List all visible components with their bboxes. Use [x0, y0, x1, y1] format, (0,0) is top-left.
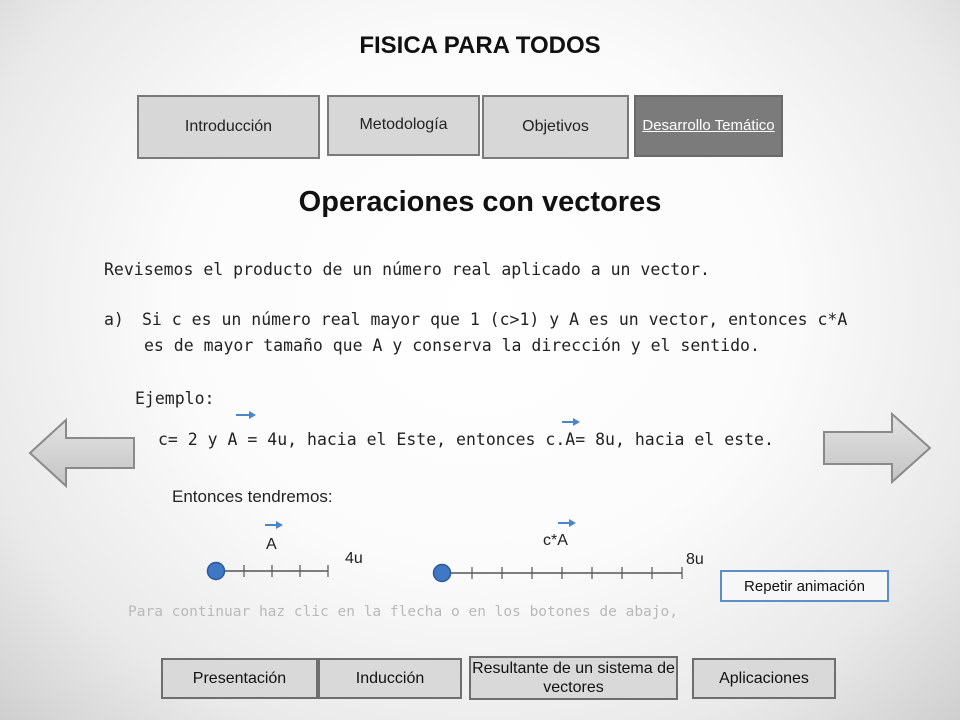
bottom-resultante-button[interactable]: Resultante de un sistema de vectores [469, 656, 678, 700]
vector-a-arrow-icon [236, 414, 250, 416]
vector-a-diagram [200, 555, 340, 589]
diagram-a-arrow-icon [265, 524, 277, 526]
diagram-ca-arrow-icon [558, 522, 570, 524]
item-a-line2: es de mayor tamaño que A y conserva la dirección y el sentido. [144, 336, 760, 355]
item-a-prefix: a) [104, 310, 124, 329]
section-heading: Operaciones con vectores [298, 186, 662, 218]
next-arrow-button[interactable] [822, 412, 932, 484]
nav-objetivos-button[interactable]: Objetivos [482, 95, 629, 159]
nav-metodologia-button[interactable]: Metodología [327, 95, 480, 156]
previous-arrow-button[interactable] [28, 418, 136, 488]
then-label: Entonces tendremos: [172, 487, 333, 506]
diagram-a-label: A [266, 536, 277, 553]
nav-introduccion-button[interactable]: Introducción [137, 95, 320, 159]
example-line: c= 2 y A = 4u, hacia el Este, entonces c.A= 8u, hacia el este. [158, 430, 774, 449]
continue-hint: Para continuar haz clic en la flecha o en los botones de abajo, [128, 604, 678, 620]
bottom-induccion-button[interactable]: Inducción [318, 658, 462, 699]
item-a-line1: Si c es un número real mayor que 1 (c>1) y A es un vector, entonces c*A [142, 310, 848, 329]
diagram-ca-label: c*A [543, 532, 568, 549]
intro-text: Revisemos el producto de un número real aplicado a un vector. [104, 260, 710, 279]
diagram-ca-magnitude: 8u [686, 551, 704, 568]
vector-ca-origin-dot [434, 565, 451, 582]
vector-ca-diagram [424, 556, 694, 590]
example-label: Ejemplo: [135, 389, 215, 408]
repeat-animation-button[interactable]: Repetir animación [720, 570, 889, 602]
diagram-a-magnitude: 4u [345, 550, 363, 567]
page-title: FISICA PARA TODOS [359, 32, 601, 59]
nav-desarrollo-tematico-button[interactable]: Desarrollo Temático [634, 95, 783, 157]
vector-a-origin-dot [208, 563, 225, 580]
bottom-presentacion-button[interactable]: Presentación [161, 658, 318, 699]
vector-ca-arrow-icon [562, 421, 574, 423]
bottom-aplicaciones-button[interactable]: Aplicaciones [692, 658, 836, 699]
